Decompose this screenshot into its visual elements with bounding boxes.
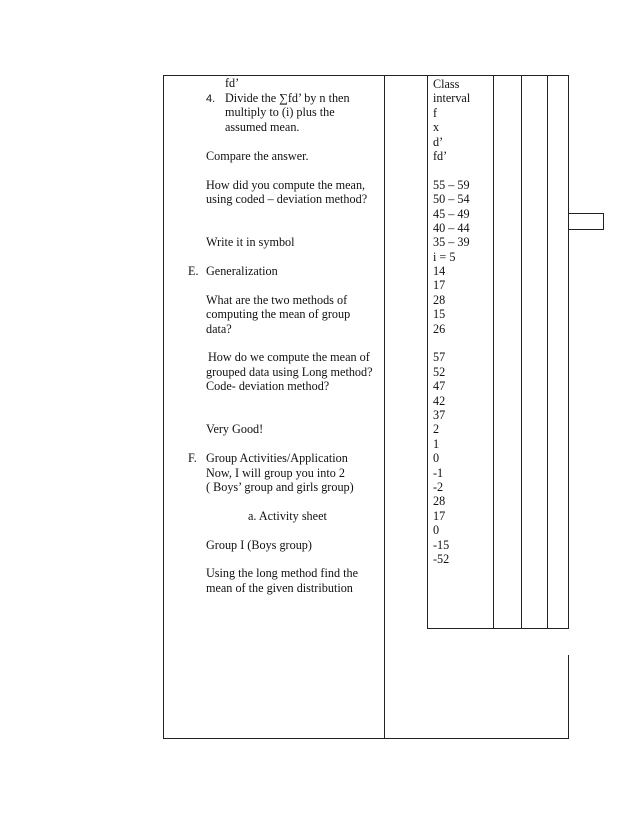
blank-row (433, 336, 491, 350)
step-4-number: 4. (206, 93, 216, 105)
blank-row (433, 163, 491, 177)
deviation-cell: 2 (433, 422, 440, 437)
fd-cell: -52 (433, 551, 450, 566)
midpoint-cell: 42 (433, 393, 446, 408)
header-class: Class (433, 77, 460, 91)
deviation-cell: -2 (433, 479, 444, 494)
section-e-title: Generalization (206, 264, 278, 278)
question-methods-line-2: computing the mean of group (206, 307, 351, 321)
deviation-cell: 0 (433, 451, 440, 466)
data-table-column (433, 77, 491, 566)
header-f: f (433, 105, 438, 120)
fd-cell: -15 (433, 537, 450, 552)
text-fd-prime: fd’ (225, 76, 240, 90)
outer-border-top (163, 75, 569, 76)
header-d-prime: d’ (433, 134, 444, 149)
write-in-symbol: Write it in symbol (206, 235, 295, 249)
data-table-left (427, 75, 428, 629)
outer-border-right-lower (568, 655, 569, 739)
class-interval-cell: 40 – 44 (433, 220, 470, 235)
step-4-line-1: Divide the ∑fd’ by n then (225, 91, 350, 105)
class-width-cell: i = 5 (433, 249, 456, 264)
task-line-2: mean of the given distribution (206, 581, 353, 595)
frequency-cell: 28 (433, 292, 446, 307)
header-interval: interval (433, 91, 471, 106)
frequency-cell: 14 (433, 264, 446, 279)
question-methods-line-3: data? (206, 322, 232, 336)
group-instruction-line-2: ( Boys’ group and girls group) (206, 480, 354, 494)
header-x: x (433, 120, 440, 135)
class-interval-cell: 45 – 49 (433, 206, 470, 221)
very-good: Very Good! (206, 422, 264, 436)
outer-border-bottom (163, 738, 569, 739)
task-line-1: Using the long method find the (206, 566, 358, 580)
step-4-line-2: multiply to (i) plus the (225, 105, 335, 119)
question-compute-line-3: Code- deviation method? (206, 379, 330, 393)
section-f-label: F. (188, 451, 197, 465)
step-4-line-3: assumed mean. (225, 120, 300, 134)
compare-answer: Compare the answer. (206, 149, 309, 163)
question-compute-line-2: grouped data using Long method? (206, 365, 373, 379)
fd-cell: 28 (433, 494, 446, 509)
frequency-cell: 17 (433, 278, 446, 293)
class-interval-cell: 55 – 59 (433, 177, 470, 192)
question-compute-line-1: How do we compute the mean of (208, 350, 370, 364)
question-coded-line-1: How did you compute the mean, (206, 178, 366, 192)
class-interval-cell: 35 – 39 (433, 235, 470, 250)
midpoint-cell: 47 (433, 379, 446, 394)
group-instruction-line-1: Now, I will group you into 2 (206, 466, 346, 480)
data-table-col-3 (521, 75, 522, 629)
group-one-label: Group I (Boys group) (206, 538, 312, 552)
stray-cell-box (568, 213, 604, 230)
outer-border-left (163, 75, 164, 739)
midpoint-cell: 37 (433, 407, 446, 422)
header-fd-prime: fd’ (433, 148, 448, 163)
deviation-cell: -1 (433, 465, 444, 480)
midpoint-cell: 57 (433, 350, 446, 365)
section-f-title: Group Activities/Application (206, 451, 348, 465)
frequency-cell: 15 (433, 307, 446, 322)
outer-border-right-upper (568, 75, 569, 629)
question-methods-line-1: What are the two methods of (206, 293, 348, 307)
deviation-cell: 1 (433, 436, 440, 451)
midpoint-cell: 52 (433, 364, 446, 379)
column-divider (384, 75, 385, 739)
data-table-col-4 (547, 75, 548, 629)
question-coded-line-2: using coded – deviation method? (206, 192, 368, 206)
fd-cell: 0 (433, 523, 440, 538)
class-interval-cell: 50 – 54 (433, 192, 470, 207)
fd-cell: 17 (433, 508, 446, 523)
activity-sheet-item: a. Activity sheet (248, 509, 327, 523)
data-table-col-2 (493, 75, 494, 629)
section-e-label: E. (188, 264, 199, 278)
frequency-cell: 26 (433, 321, 446, 336)
